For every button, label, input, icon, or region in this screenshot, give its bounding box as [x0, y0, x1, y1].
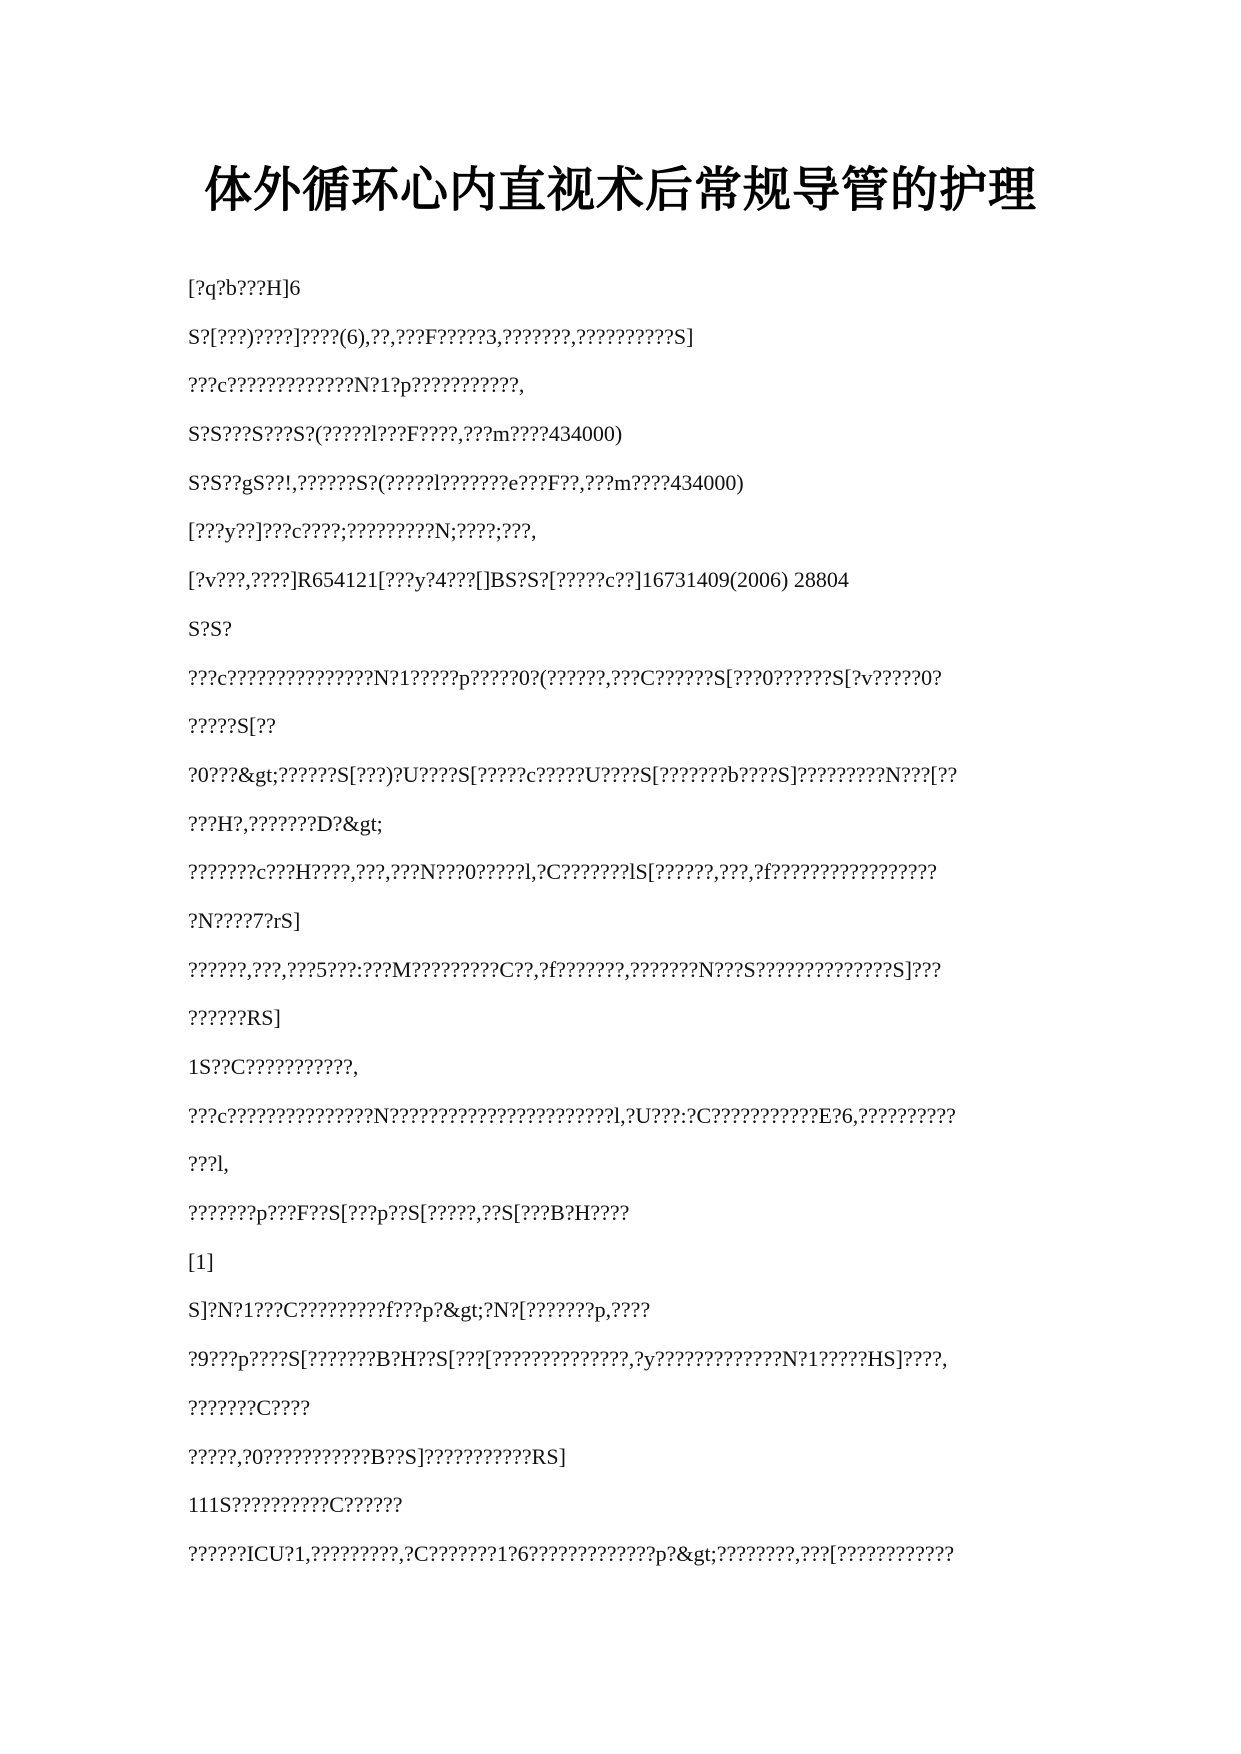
text-line: ???????p???F??S[???p??S[?????,??S[???B?H???? [188, 1200, 630, 1226]
text-line: [?v???,????]R654121[???y?4???[]BS?S?[?????c??]16731409(2006) 28804 [188, 567, 849, 593]
text-line: ??????,???,???5???:???M?????????C??,?f???????,???????N???S??????????????S]??? [188, 956, 942, 982]
document-body [188, 268, 1068, 1583]
text-line: [???y??]???c????;?????????N;????;???, [188, 518, 537, 544]
text-line: ?N????7?rS] [188, 907, 301, 933]
text-line: ???c???????????????N???????????????????????l,?U???:?C???????????E?6,?????????? [188, 1102, 956, 1128]
text-line: S]?N?1???C?????????f???p?&gt;?N?[???????p,???? [188, 1297, 651, 1323]
document-title: 体外循环心内直视术后常规导管的护理 [203, 162, 1037, 218]
text-line: ???H?,???????D?&gt; [188, 810, 383, 836]
text-line: S?S? [188, 615, 232, 641]
text-line: 1S??C???????????, [188, 1054, 359, 1079]
text-line: [?q?b???H]6 [188, 275, 301, 300]
text-line: ???????c???H????,???,???N???0?????l,?C???????lS[??????,???,?f????????????????? [188, 859, 937, 885]
text-line: ?0???&gt;??????S[???)?U????S[?????c?????U????S[???????b????S]?????????N???[?? [188, 761, 958, 787]
text-line: ???c?????????????N?1?p???????????, [188, 372, 525, 398]
text-line: S?S???S???S?(?????l???F????,???m????434000) [188, 421, 623, 447]
text-line: S?S??gS??!,??????S?(?????l???????e???F??,???m????434000) [188, 469, 744, 495]
text-line: [1] [188, 1248, 214, 1274]
text-line: ?????,?0???????????B??S]???????????RS] [188, 1443, 566, 1469]
text-line: ?9???p????S[???????B?H??S[???[??????????????,?y?????????????N?1?????HS]????, [188, 1346, 948, 1372]
text-line: ???l, [188, 1151, 229, 1177]
text-line: 111S??????????C?????? [188, 1492, 403, 1518]
text-line: ???????C???? [188, 1394, 311, 1420]
text-line: ??????ICU?1,?????????,?C???????1?6?????????????p?&gt;????????,???[???????????? [188, 1540, 955, 1566]
text-line: ?????S[?? [188, 713, 276, 739]
text-line: ??????RS] [188, 1005, 281, 1031]
text-line: S?[???)????]????(6),??,???F?????3,???????,??????????S] [188, 323, 694, 349]
text-line: ???c???????????????N?1?????p?????0?(??????,???C??????S[???0??????S[?v?????0? [188, 664, 942, 690]
